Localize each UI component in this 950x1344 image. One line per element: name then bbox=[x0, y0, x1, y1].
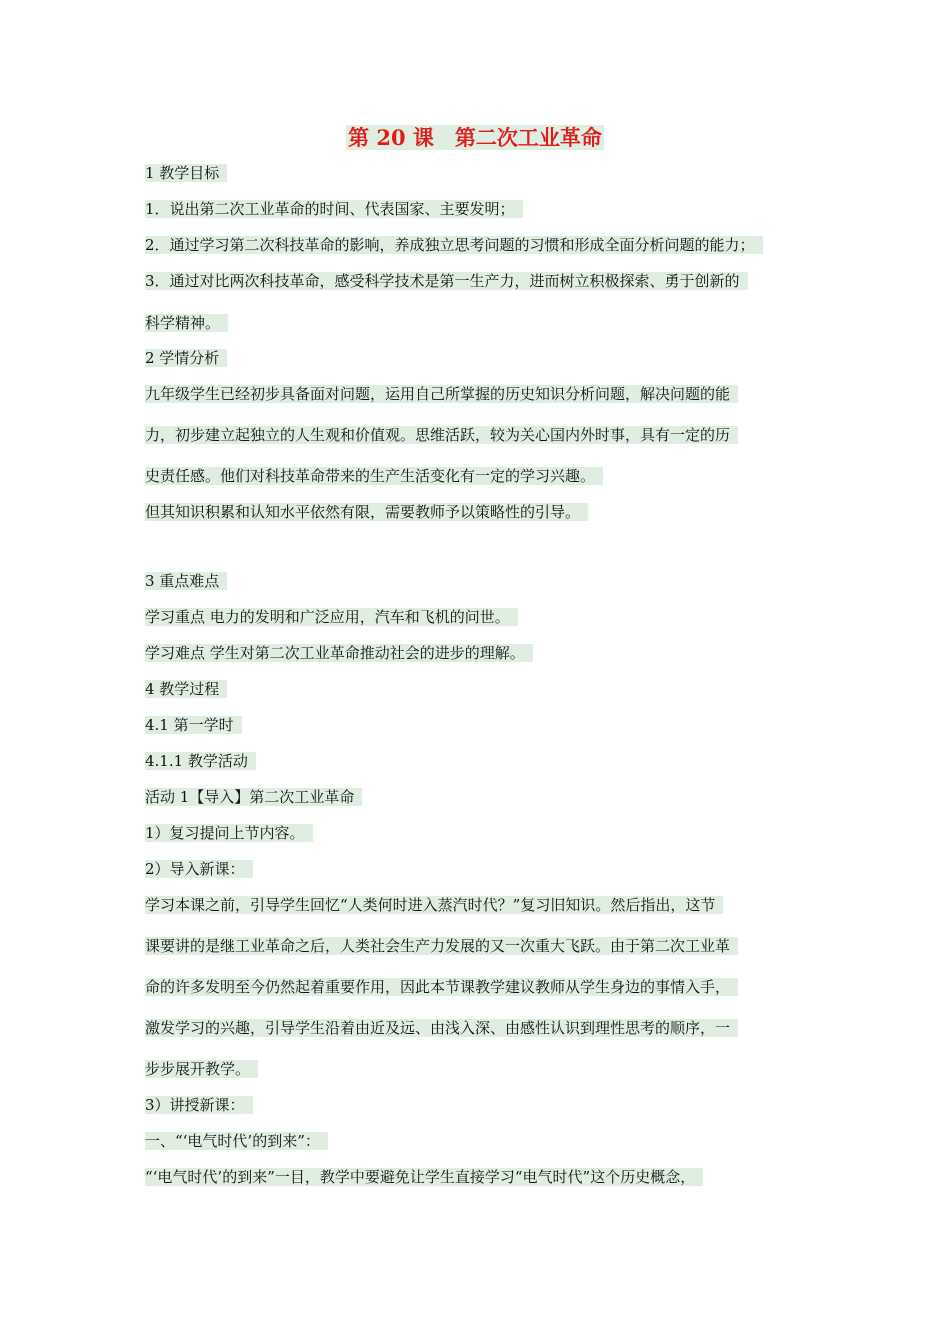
paragraph-line: 3．通过对比两次科技革命，感受科学技术是第一生产力，进而树立积极探索、勇于创新的 bbox=[145, 270, 748, 292]
page-title bbox=[0, 124, 950, 152]
paragraph-line: 学习难点 学生对第二次工业革命推动社会的进步的理解。 bbox=[145, 642, 533, 664]
subsection-heading: 4.1 第一学时 bbox=[145, 714, 242, 736]
page-title-text: 第 20 课 第二次工业革命 bbox=[348, 125, 602, 150]
paragraph-line: “‘电气时代’的到来”一目，教学中要避免让学生直接学习“电气时代”这个历史概念， bbox=[145, 1166, 703, 1188]
paragraph-line: 课要讲的是继工业革命之后，人类社会生产力发展的又一次重大飞跃。由于第二次工业革 bbox=[145, 935, 738, 957]
paragraph-line: 2．通过学习第二次科技革命的影响，养成独立思考问题的习惯和形成全面分析问题的能力； bbox=[145, 234, 763, 256]
paragraph-line: 科学精神。 bbox=[145, 312, 228, 334]
paragraph-line: 史责任感。他们对科技革命带来的生产生活变化有一定的学习兴趣。 bbox=[145, 465, 603, 487]
section-heading: 4 教学过程 bbox=[145, 678, 227, 700]
paragraph-line: 2）导入新课： bbox=[145, 858, 253, 880]
paragraph-line: 学习本课之前，引导学生回忆“人类何时进入蒸汽时代？”复习旧知识。然后指出，这节 bbox=[145, 894, 723, 916]
paragraph-line: 学习重点 电力的发明和广泛应用，汽车和飞机的问世。 bbox=[145, 606, 518, 628]
paragraph-line: 一、“‘电气时代’的到来”： bbox=[145, 1130, 328, 1152]
paragraph-line: 九年级学生已经初步具备面对问题，运用自己所掌握的历史知识分析问题，解决问题的能 bbox=[145, 383, 738, 405]
section-heading: 2 学情分析 bbox=[145, 347, 227, 369]
activity-heading: 活动 1【导入】第二次工业革命 bbox=[145, 786, 362, 808]
paragraph-line: 但其知识积累和认知水平依然有限，需要教师予以策略性的引导。 bbox=[145, 501, 588, 523]
section-heading: 3 重点难点 bbox=[145, 570, 227, 592]
paragraph-line: 1．说出第二次工业革命的时间、代表国家、主要发明； bbox=[145, 198, 523, 220]
subsection-heading: 4.1.1 教学活动 bbox=[145, 750, 256, 772]
section-heading: 1 教学目标 bbox=[145, 162, 227, 184]
paragraph-line: 3）讲授新课： bbox=[145, 1094, 253, 1116]
paragraph-line: 激发学习的兴趣，引导学生沿着由近及远、由浅入深、由感性认识到理性思考的顺序，一 bbox=[145, 1017, 738, 1039]
paragraph-line: 命的许多发明至今仍然起着重要作用，因此本节课教学建议教师从学生身边的事情入手， bbox=[145, 976, 738, 998]
paragraph-line: 步步展开教学。 bbox=[145, 1058, 258, 1080]
paragraph-line: 力，初步建立起独立的人生观和价值观。思维活跃，较为关心国内外时事，具有一定的历 bbox=[145, 424, 738, 446]
paragraph-line: 1）复习提问上节内容。 bbox=[145, 822, 313, 844]
